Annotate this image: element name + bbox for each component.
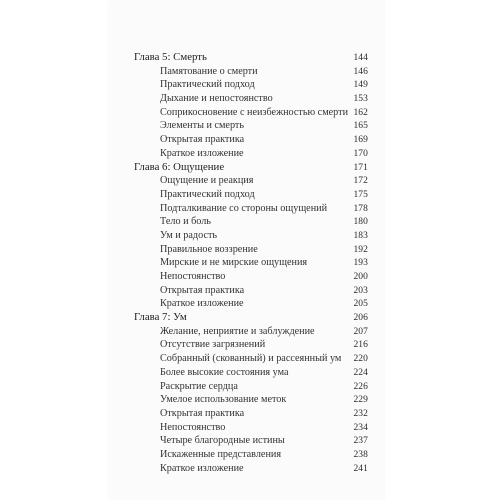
page-number: 205 xyxy=(353,299,368,310)
toc-section-row xyxy=(134,229,368,243)
section-title: Открытая практика xyxy=(160,284,245,296)
section-title: Желание, неприятие и заблуждение xyxy=(160,325,315,337)
section-title: Краткое изложение xyxy=(160,147,244,159)
section-title: Открытая практика xyxy=(160,407,245,419)
page-number: 153 xyxy=(353,94,368,105)
page-number: 206 xyxy=(353,313,368,324)
page-number: 226 xyxy=(353,381,368,392)
section-title: Отсутствие загрязнений xyxy=(160,339,266,351)
toc-section-row xyxy=(134,380,368,394)
toc-section-row xyxy=(134,65,368,79)
section-title: Четыре благородные истины xyxy=(160,435,285,447)
page-number: 229 xyxy=(353,395,368,406)
page-number: 178 xyxy=(353,203,368,214)
section-title: Элементы и смерть xyxy=(160,120,245,132)
section-title: Искаженные представления xyxy=(160,448,282,460)
page-number: 144 xyxy=(353,53,368,63)
toc-section-row xyxy=(134,407,368,421)
toc-section-row xyxy=(134,147,368,161)
chapter-title: Глава 7: Ум xyxy=(134,311,187,324)
page-number: 232 xyxy=(353,408,368,419)
page-number: 200 xyxy=(353,272,368,282)
toc-section-row xyxy=(134,243,368,257)
page-number: 169 xyxy=(353,135,368,146)
page-number: 170 xyxy=(353,148,368,159)
toc-section-row xyxy=(134,202,368,216)
toc-section-row xyxy=(134,270,368,284)
toc-section-row xyxy=(134,352,368,366)
toc-section-row xyxy=(134,297,368,311)
section-title: Мирские и не мирские ощущения xyxy=(160,257,308,269)
page-number: 183 xyxy=(353,230,368,241)
section-title: Краткое изложение xyxy=(160,462,244,474)
page-number: 146 xyxy=(353,66,368,77)
page-number: 238 xyxy=(353,449,368,460)
chapter-title: Глава 5: Смерть xyxy=(134,51,207,63)
page-number: 216 xyxy=(353,340,368,351)
toc-section-row xyxy=(134,366,368,380)
page-number: 220 xyxy=(353,354,368,365)
page-number: 165 xyxy=(353,121,368,132)
toc-section-row xyxy=(134,119,368,133)
page-number: 175 xyxy=(353,189,368,200)
page-number: 203 xyxy=(353,285,368,296)
page-number: 207 xyxy=(353,326,368,337)
toc-section-row xyxy=(134,421,368,435)
section-title: Непостоянство xyxy=(160,271,226,282)
section-title: Практический подход xyxy=(160,188,255,200)
section-title: Правильное воззрение xyxy=(160,243,258,255)
section-title: Соприкосновение с неизбежностью смерти xyxy=(160,106,349,118)
section-title: Дыхание и непостоянство xyxy=(160,93,273,105)
toc-chapter-row xyxy=(134,311,368,325)
toc-section-row xyxy=(134,393,368,407)
toc-section-row xyxy=(134,462,368,476)
section-title: Непостоянство xyxy=(160,421,226,433)
toc-section-row xyxy=(134,78,368,92)
toc-section-row xyxy=(134,256,368,270)
toc-section-row xyxy=(134,284,368,298)
toc-section-row xyxy=(134,338,368,352)
section-title: Раскрытие сердца xyxy=(160,380,238,392)
page-number: 192 xyxy=(353,244,368,255)
chapter-title: Глава 6: Ощущение xyxy=(134,160,225,173)
section-title: Памятование о смерти xyxy=(160,65,258,77)
toc-section-row xyxy=(134,448,368,462)
section-title: Более высокие состояния ума xyxy=(160,366,289,378)
page-number: 237 xyxy=(353,436,368,447)
table-of-contents xyxy=(134,51,368,475)
section-title: Практический подход xyxy=(160,79,255,91)
toc-section-row xyxy=(134,174,368,188)
page-number: 162 xyxy=(353,107,368,118)
toc-section-row xyxy=(134,106,368,120)
page-number: 241 xyxy=(353,463,368,474)
page-number: 171 xyxy=(353,162,368,173)
page-number: 149 xyxy=(353,80,368,91)
toc-chapter-row xyxy=(134,51,368,65)
section-title: Собранный (скованный) и рассеянный ум xyxy=(160,353,342,365)
section-title: Ум и радость xyxy=(160,229,218,241)
toc-chapter-row xyxy=(134,161,368,175)
section-title: Умелое использование меток xyxy=(160,394,287,406)
page-number: 180 xyxy=(353,217,368,228)
section-title: Тело и боль xyxy=(160,216,211,228)
section-title: Открытая практика xyxy=(160,134,245,146)
page-number: 224 xyxy=(353,367,368,378)
page-number: 172 xyxy=(353,176,368,187)
section-title: Подталкивание со стороны ощущений xyxy=(160,202,328,214)
section-title: Ощущение и реакция xyxy=(160,175,254,187)
page-number: 234 xyxy=(353,422,368,433)
toc-section-row xyxy=(134,434,368,448)
page-number: 193 xyxy=(353,258,368,269)
toc-section-row xyxy=(134,215,368,229)
toc-section-row xyxy=(134,325,368,339)
section-title: Краткое изложение xyxy=(160,298,244,310)
toc-section-row xyxy=(134,188,368,202)
toc-section-row xyxy=(134,92,368,106)
toc-section-row xyxy=(134,133,368,147)
